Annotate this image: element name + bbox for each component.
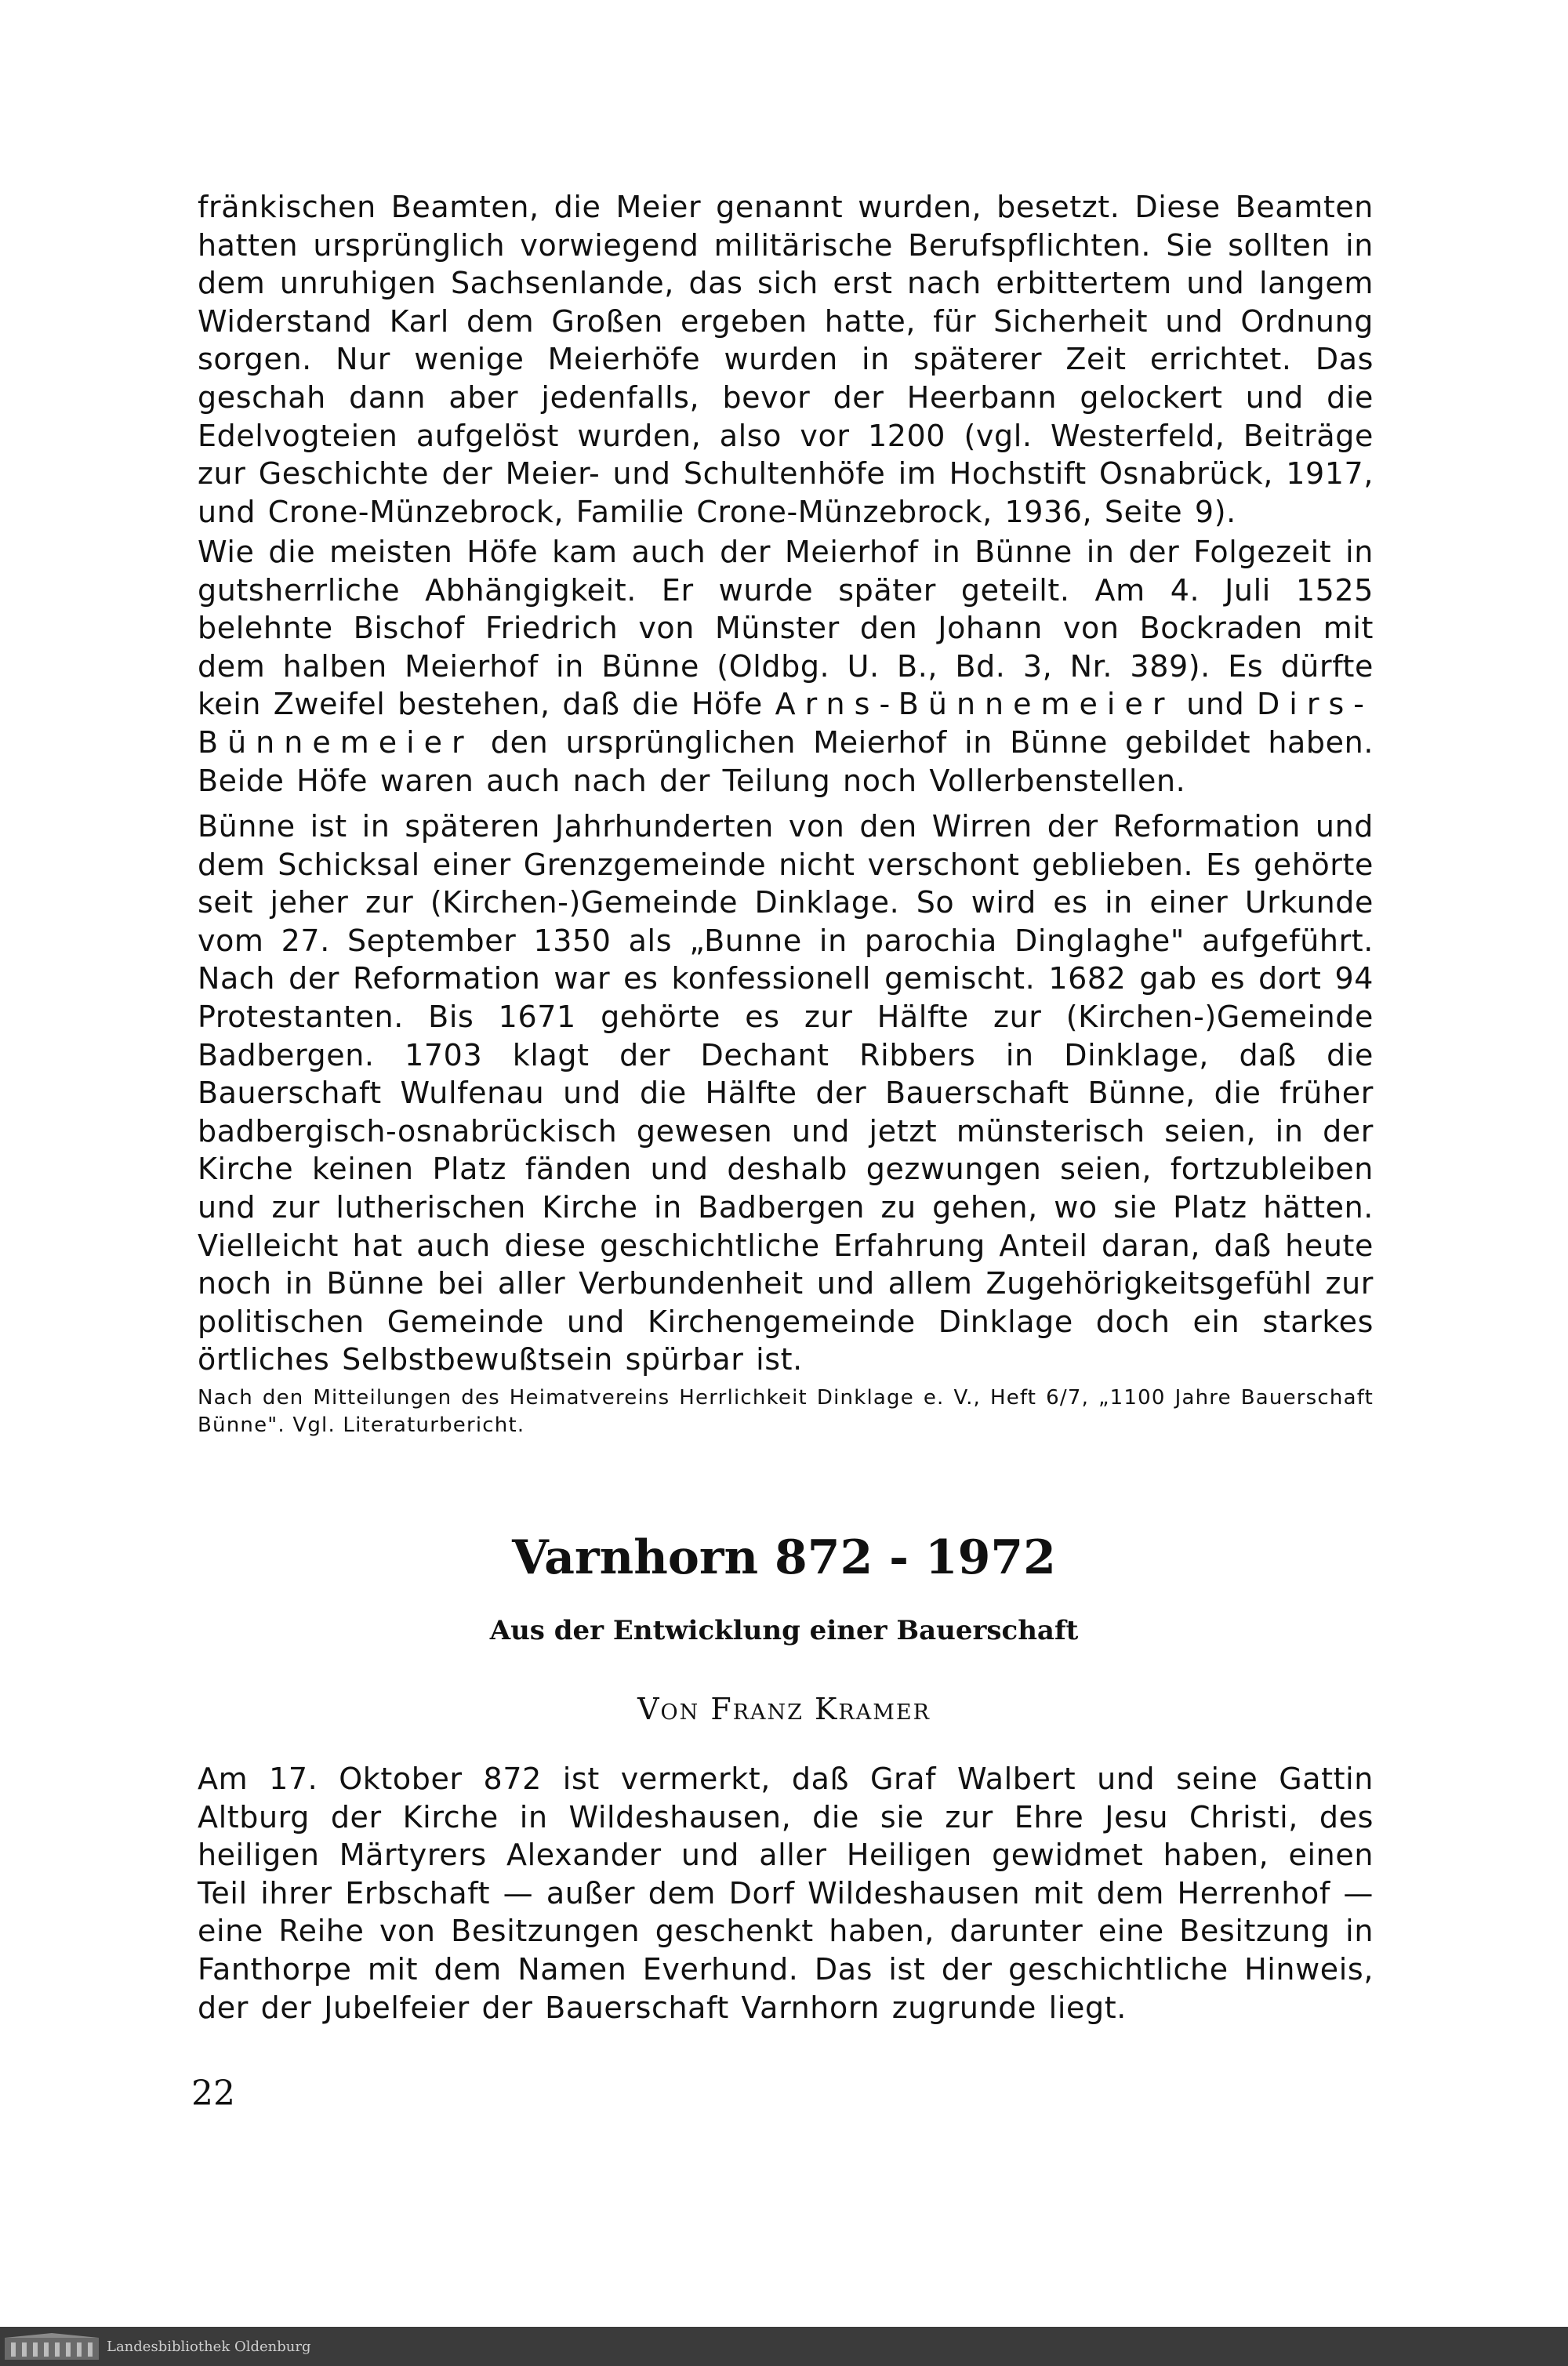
article-body — [198, 1760, 1374, 2027]
farm-name-arns: Arns-Bünnemeier — [775, 687, 1174, 722]
page-number: 22 — [191, 2074, 235, 2114]
paragraph-intro: Am 17. Oktober 872 ist vermerkt, daß Graf Walbert und seine Gattin Altburg der Kirche in Wildeshausen, die sie zur Ehre Jesu Christi, des heiligen Märtyrers Alexander und aller Heiligen gewidmet haben, einen Teil ihrer Erbschaft — außer dem Dorf Wildeshausen mit dem Herrenhof — eine Reihe von Besitzungen geschenkt haben, darunter eine Besitzung in Fanthorpe mit dem Namen Everhund. Das ist der geschichtliche Hinweis, der der Jubelfeier der Bauerschaft Varnhorn zugrunde liegt. — [198, 1762, 1374, 2025]
previous-article-body-3 — [198, 807, 1374, 1379]
paragraph-meierhof-text-2: den ursprünglichen Meierhof in Bünne gebildet haben. Beide Höfe waren auch nach der Teilung noch Vollerbenstellen. — [198, 724, 1374, 798]
library-name: Landesbibliothek Oldenburg — [107, 2339, 311, 2355]
paragraph-meierhof — [198, 533, 1374, 800]
article-subtitle: Aus der Entwicklung einer Bauerschaft — [489, 1615, 1079, 1646]
paragraph-meier: fränkischen Beamten, die Meier genannt wurden, besetzt. Diese Beamten hatten ursprünglich vorwiegend militärische Berufspflichten. Sie sollten in dem unruhigen Sachsenlande, das sich erst nach erbittertem und langem Widerstand Karl dem Großen ergeben hatte, für Sicherheit und Ordnung sorgen. Nur wenige Meierhöfe wurden in späterer Zeit errichtet. Das geschah dann aber jedenfalls, bevor der Heerbann gelockert und die Edelvogteien aufgelöst wurden, also vor 1200 (vgl. Westerfeld, Beiträge zur Geschichte der Meier- und Schultenhöfe im Hochstift Osnabrück, 1917, und Crone-Münzebrock, Familie Crone-Münzebrock, 1936, Seite 9). — [198, 190, 1374, 529]
previous-article-body-2 — [198, 533, 1374, 800]
paragraph-meierhof-text: Wie die meisten Höfe kam auch der Meierhof in Bünne in der Folgezeit in gutsherrliche Abhängigkeit. Er wurde später geteilt. Am 4. Juli 1525 belehnte Bischof Friedrich von Münster den Johann von Bockraden mit dem halben Meierhof in Bünne (Oldbg. U. B., Bd. 3, Nr. 389). Es dürfte kein Zweifel bestehen, daß die Höfe — [198, 535, 1374, 722]
article-author: Von Franz Kramer — [637, 1692, 931, 1726]
farm-name-dirs: Dirs-Bünnemeier — [198, 687, 1374, 760]
conjunction: und — [1186, 687, 1245, 722]
article-title: Varnhorn 872 - 1972 — [512, 1530, 1056, 1585]
paragraph-reformation: Bünne ist in späteren Jahrhunderten von den Wirren der Reformation und dem Schicksal einer Grenzgemeinde nicht verschont geblieben. Es gehörte seit jeher zur (Kirchen-)Gemeinde Dinklage. So wird es in einer Urkunde vom 27. September 1350 als „Bunne in parochia Dinglaghe" aufgeführt. Nach der Reformation war es konfessionell gemischt. 1682 gab es dort 94 Protestanten. Bis 1671 gehörte es zur Hälfte zur (Kirchen-)Gemeinde Badbergen. 1703 klagt der Dechant Ribbers in Dinklage, daß die Bauerschaft Wulfenau und die Hälfte der Bauerschaft Bünne, die früher badbergisch-osnabrückisch gewesen und jetzt münsterisch seien, in der Kirche keinen Platz fänden und deshalb gezwungen seien, fortzubleiben und zur lutherischen Kirche in Badbergen zu gehen, wo sie Platz hätten. Vielleicht hat auch diese geschichtliche Erfahrung Anteil daran, daß heute noch in Bünne bei aller Verbundenheit und allem Zugehörigkeitsgefühl zur politischen Gemeinde und Kirchengemeinde Dinklage doch ein starkes örtliches Selbstbewußtsein spürbar ist. — [198, 809, 1374, 1377]
footnote-block — [198, 1384, 1374, 1439]
previous-article-body — [198, 188, 1374, 531]
library-building-icon — [5, 2333, 99, 2360]
footnote: Nach den Mitteilungen des Heimatvereins Herrlichkeit Dinklage e. V., Heft 6/7, „1100 Jahre Bauerschaft Bünne". Vgl. Literaturbericht. — [198, 1386, 1374, 1437]
